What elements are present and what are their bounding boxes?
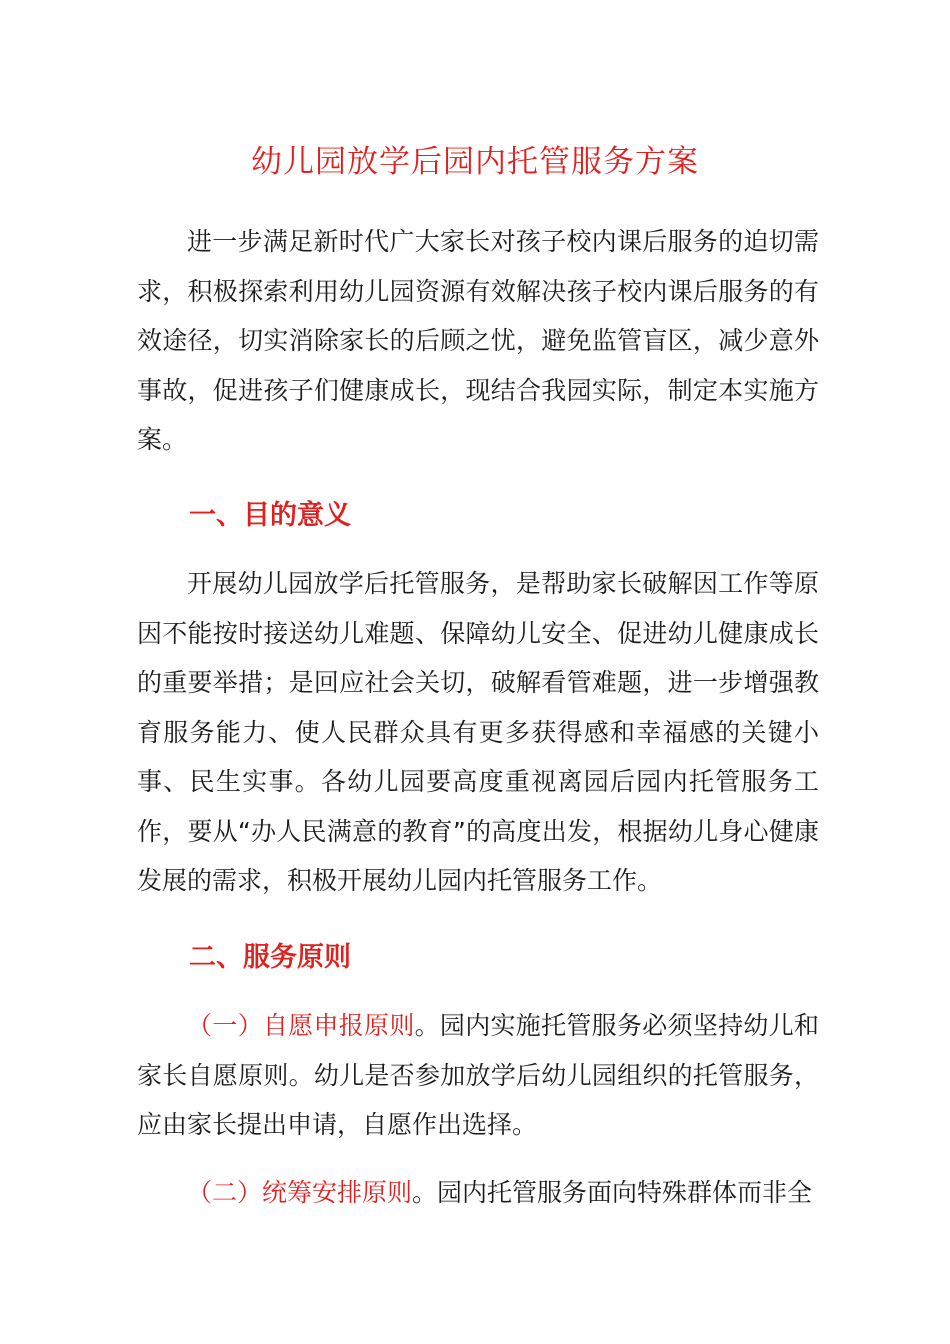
- document-title: 幼儿园放学后园内托管服务方案: [251, 144, 699, 180]
- principle-lead-coordination: （二）统筹安排原则: [187, 1178, 413, 1207]
- intro-paragraph: 进一步满足新时代广大家长对孩子校内课后服务的迫切需求，积极探索利用幼儿园资源有效解决孩子校内课后服务的有效途径，切实消除家长的后顾之忧，避免监管盲区，减少意外事故，促进孩子们健康成长，现结合我园实际，制定本实施方案。: [137, 227, 819, 454]
- section-heading-principles: 二、服务原则: [189, 942, 351, 973]
- section-heading-purpose: 一、目的意义: [189, 500, 351, 531]
- principle-lead-voluntary: （一）自愿申报原则: [187, 1011, 415, 1040]
- purpose-paragraph: 开展幼儿园放学后托管服务，是帮助家长破解因工作等原因不能按时接送幼儿难题、保障幼儿安全、促进幼儿健康成长的重要举措；是回应社会关切，破解看管难题，进一步增强教育服务能力、使人民群众具有更多获得感和幸福感的关键小事、民生实事。各幼儿园要高度重视离园后园内托管服务工作，要从“办人民满意的教育”的高度出发，根据幼儿身心健康发展的需求，积极开展幼儿园内托管服务工作。: [137, 569, 819, 895]
- principle-item-coordination: [137, 1168, 819, 1218]
- principle-text-voluntary: 。园内实施托管服务必须坚持幼儿和家长自愿原则。幼儿是否参加放学后幼儿园组织的托管服务，应由家长提出申请，自愿作出选择。: [137, 1011, 819, 1139]
- principle-item-voluntary: [137, 1001, 819, 1150]
- principle-text-coordination: 。园内托管服务面向特殊群体而非全: [412, 1178, 813, 1207]
